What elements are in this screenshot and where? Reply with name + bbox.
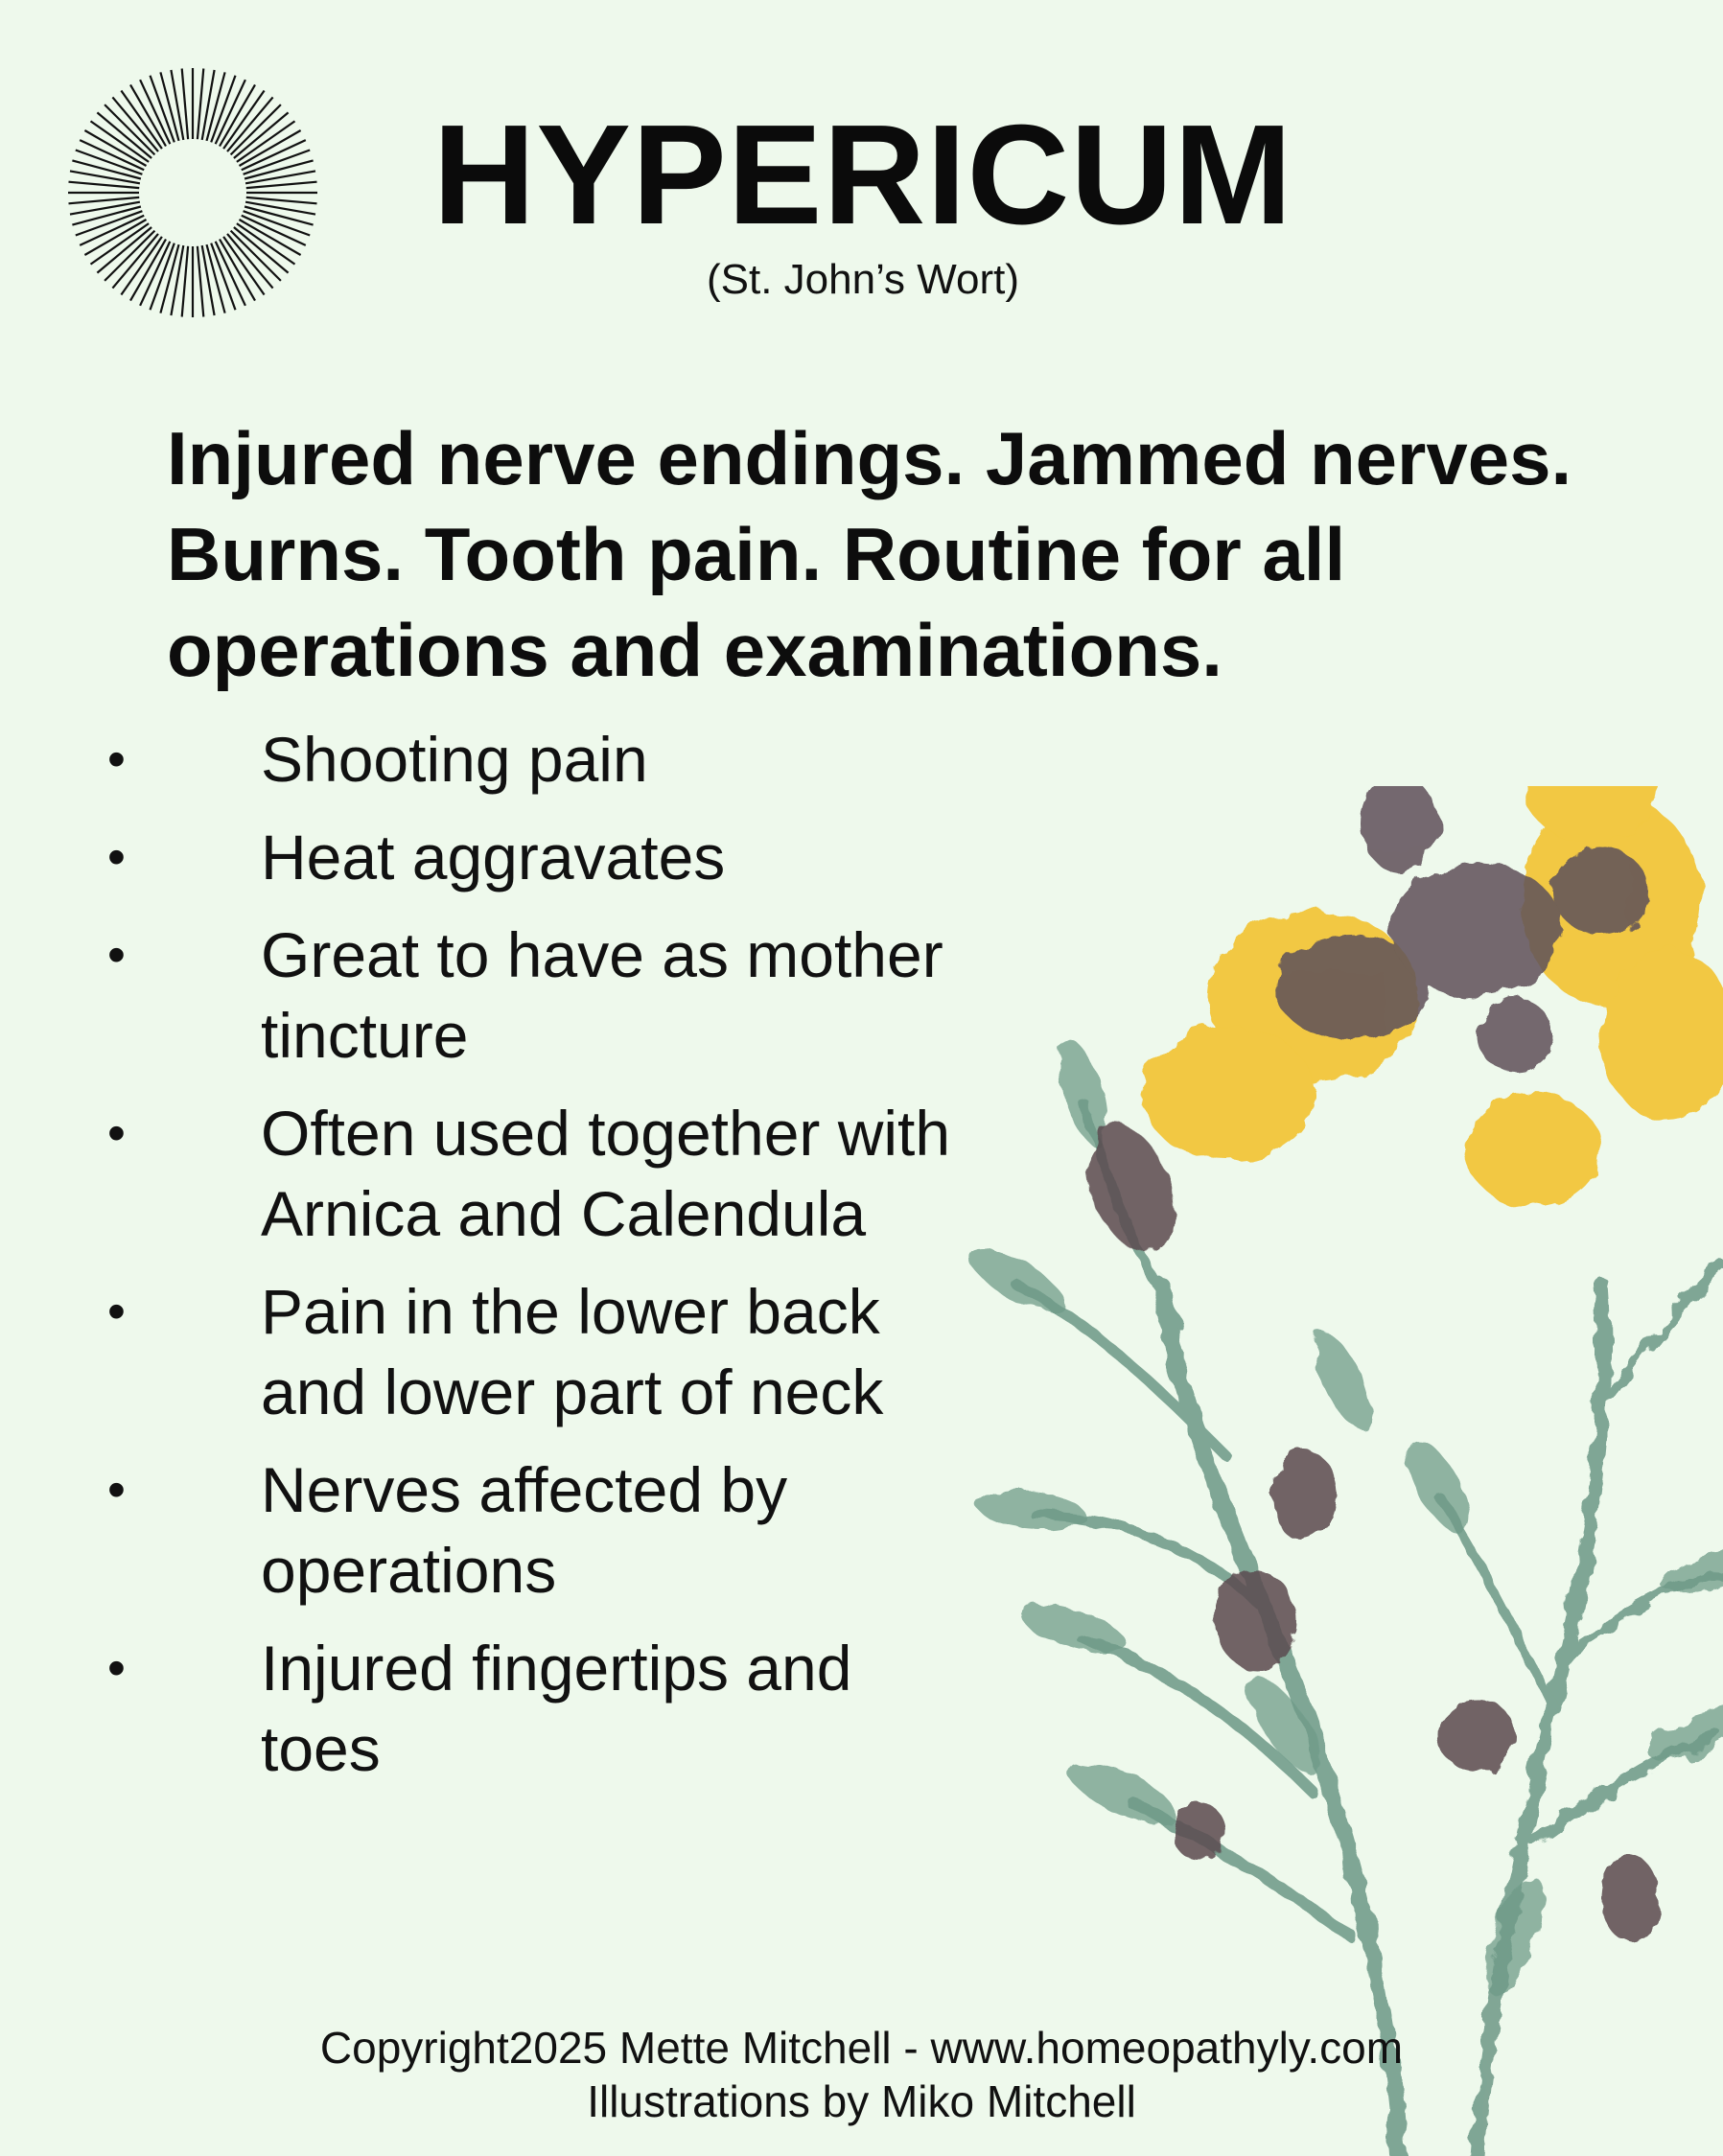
bullet-icon: •: [107, 1461, 126, 1518]
sunburst-ray: [69, 197, 140, 203]
bullet-icon: •: [107, 926, 126, 984]
sunburst-ray: [70, 171, 140, 183]
sunburst-ray: [182, 69, 188, 140]
symptom-item: [0, 915, 1055, 1076]
symptom-list: [0, 719, 1055, 1806]
sunburst-ray: [246, 197, 317, 203]
page-subtitle: (St. John’s Wort): [706, 256, 1020, 303]
symptom-item: [0, 1093, 1055, 1254]
intro-line: Injured nerve endings. Jammed nerves.: [167, 416, 1572, 500]
symptom-line: toes: [261, 1713, 381, 1784]
footer: [0, 2021, 1723, 2128]
symptom-line: Nerves affected by: [261, 1454, 788, 1525]
sunburst-ray: [237, 223, 295, 265]
sunburst-ray: [245, 171, 315, 183]
sunburst-ray: [198, 246, 203, 317]
sunburst-ray: [171, 70, 183, 140]
bullet-icon: •: [107, 730, 126, 788]
symptom-item: [0, 817, 1055, 897]
sunburst-ray: [202, 245, 215, 315]
sunburst-icon: [67, 67, 318, 318]
intro-line: operations and examinations.: [167, 608, 1222, 692]
sunburst-ray: [70, 202, 140, 215]
sunburst-ray: [246, 182, 317, 188]
sunburst-ray: [202, 70, 215, 140]
symptom-item: [0, 1449, 1055, 1611]
sunburst-ray: [245, 202, 315, 215]
sunburst-ray: [121, 91, 161, 150]
sunburst-ray: [198, 69, 203, 140]
symptom-line: and lower part of neck: [261, 1356, 884, 1427]
intro-text: [167, 410, 1624, 698]
sunburst-ray: [182, 246, 188, 317]
bullet-icon: •: [107, 828, 126, 886]
sunburst-ray: [223, 237, 265, 295]
bullet-icon: •: [107, 1104, 126, 1162]
symptom-line: Shooting pain: [261, 724, 648, 795]
symptom-line: Arnica and Calendula: [261, 1178, 867, 1249]
illustration-credit: Illustrations by Miko Mitchell: [587, 2076, 1136, 2126]
st-johns-wort-flower-illustration: [940, 786, 1723, 2156]
sunburst-ray: [69, 182, 140, 188]
page-title: HYPERICUM: [432, 96, 1293, 254]
bullet-icon: •: [107, 1283, 126, 1340]
symptom-line: Heat aggravates: [261, 822, 726, 893]
symptom-line: Great to have as mother: [261, 919, 943, 990]
symptom-item: [0, 1628, 1055, 1789]
symptom-line: Pain in the lower back: [261, 1276, 880, 1347]
sunburst-ray: [223, 91, 265, 150]
symptom-item: [0, 719, 1055, 800]
sunburst-ray: [121, 237, 161, 295]
symptom-line: tincture: [261, 1000, 469, 1071]
symptom-item: [0, 1271, 1055, 1432]
sunburst-ray: [171, 245, 183, 315]
bullet-icon: •: [107, 1639, 126, 1697]
symptom-line: operations: [261, 1535, 557, 1606]
symptom-line: Injured fingertips and: [261, 1633, 852, 1704]
sunburst-ray: [91, 121, 150, 161]
sunburst-ray: [237, 121, 295, 161]
symptom-line: Often used together with: [261, 1098, 951, 1169]
sunburst-ray: [91, 223, 150, 265]
copyright-text: Copyright2025 Mette Mitchell - www.homeopathyly.com: [319, 2023, 1404, 2073]
intro-line: Burns. Tooth pain. Routine for all: [167, 512, 1346, 596]
